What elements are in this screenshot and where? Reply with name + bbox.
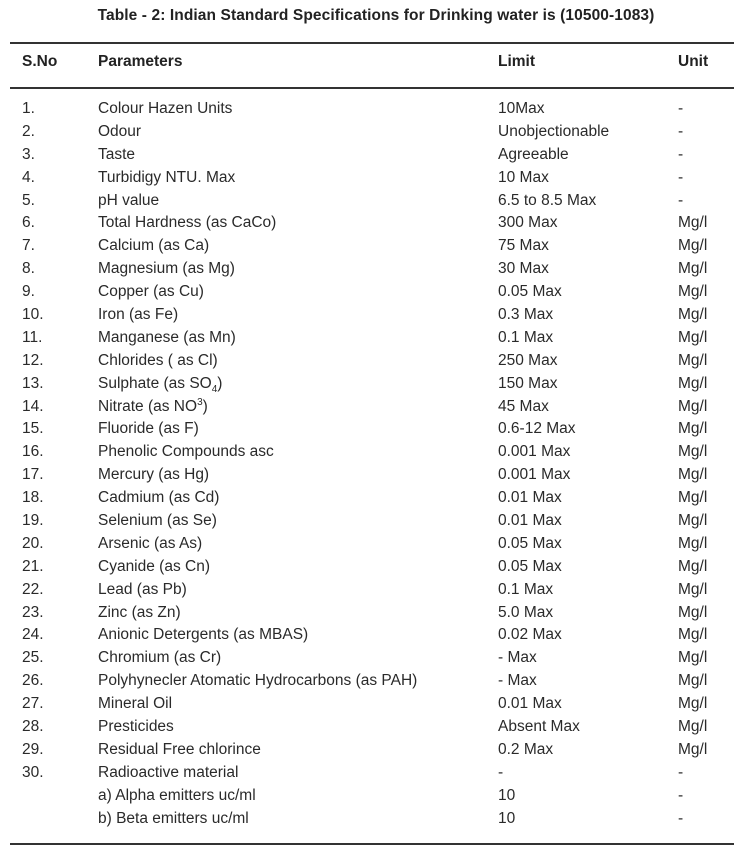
row-sno: 20. [22,534,44,552]
row-limit: 0.01 Max [498,695,562,713]
table-row [0,212,752,235]
row-parameter: Radioactive material [98,763,239,781]
header-limit: Limit [498,53,536,70]
row-parameter: Iron (as Fe) [98,306,179,324]
table-row [0,487,752,510]
row-unit: Mg/l [678,718,708,736]
table-title: Table - 2: Indian Standard Specifications for Drinking water is (10500-1083) [97,7,655,24]
table-row [0,304,752,327]
row-parameter: Odour [98,122,142,140]
row-sno: 10. [22,306,44,324]
row-parameter: Lead (as Pb) [98,580,187,598]
row-unit: - [678,786,684,804]
row-unit: Mg/l [678,489,708,507]
table-row [0,441,752,464]
row-limit: Unobjectionable [498,122,610,140]
row-limit: 0.3 Max [498,306,554,324]
table-row [0,167,752,190]
table-row [0,533,752,556]
row-parameter: Chromium (as Cr) [98,649,222,667]
table-row [0,785,752,808]
row-limit: 250 Max [498,351,558,369]
row-parameter: Cyanide (as Cn) [98,557,210,575]
row-unit: Mg/l [678,306,708,324]
row-parameter: Copper (as Cu) [98,283,204,301]
row-parameter: Fluoride (as F) [98,420,199,438]
table-row [0,396,752,419]
row-parameter [98,396,208,419]
row-limit: 0.05 Max [498,557,562,575]
row-sno: 2. [22,122,35,140]
table-row [0,418,752,441]
row-limit: 0.05 Max [498,283,562,301]
row-sno: 5. [22,191,35,209]
row-limit: 45 Max [498,397,549,415]
row-unit: Mg/l [678,260,708,278]
row-limit: 5.0 Max [498,603,554,621]
row-unit: Mg/l [678,626,708,644]
table-row [0,716,752,739]
table-row [0,373,752,396]
row-limit: 300 Max [498,214,558,232]
row-unit: Mg/l [678,328,708,346]
row-sno: 25. [22,649,44,667]
table-row [0,350,752,373]
row-limit: 0.02 Max [498,626,562,644]
row-sno: 3. [22,145,35,163]
parameter-text: Sulphate (as SO [98,374,212,392]
row-parameter: Magnesium (as Mg) [98,260,235,278]
row-sno: 14. [22,397,44,415]
row-unit: Mg/l [678,603,708,621]
bottom-rule [10,843,734,845]
row-sno: 26. [22,672,44,690]
table-row [0,98,752,121]
row-parameter: Mercury (as Hg) [98,466,210,484]
row-parameter: Total Hardness (as CaCo) [98,214,277,232]
row-sno: 19. [22,512,44,530]
row-parameter: Anionic Detergents (as MBAS) [98,626,309,644]
row-unit: Mg/l [678,397,708,415]
table-row [0,670,752,693]
table-row [0,579,752,602]
parameter-subscript: 4 [211,383,218,395]
row-sno: 9. [22,283,35,301]
row-limit: 0.2 Max [498,740,554,758]
row-limit: - Max [498,649,537,667]
table-row [0,144,752,167]
row-sno: 27. [22,695,44,713]
row-unit: Mg/l [678,534,708,552]
row-parameter: Colour Hazen Units [98,100,233,117]
row-limit: 0.6-12 Max [498,420,576,438]
row-parameter: Zinc (as Zn) [98,603,181,621]
row-sno: 8. [22,260,35,278]
header-parameters: Parameters [98,53,183,70]
row-parameter: Phenolic Compounds asc [98,443,274,461]
row-unit: Mg/l [678,512,708,530]
row-limit: 30 Max [498,260,549,278]
row-unit: Mg/l [678,649,708,667]
row-limit: 0.1 Max [498,580,554,598]
row-parameter: Turbidigy NTU. Max [98,168,236,186]
row-parameter: Polyhynecler Atomatic Hydrocarbons (as PAH) [98,672,418,690]
table-row [0,327,752,350]
header-rule [10,87,734,89]
row-unit: - [678,145,684,163]
row-unit: Mg/l [678,443,708,461]
table-row [0,121,752,144]
row-limit: 10 Max [498,168,549,186]
row-unit: - [678,763,684,781]
row-unit: Mg/l [678,420,708,438]
row-parameter [98,373,222,396]
row-sno: 16. [22,443,44,461]
table-row [0,258,752,281]
row-sno: 12. [22,351,44,369]
row-limit: Absent Max [498,718,580,736]
table-row [0,510,752,533]
row-limit: 0.01 Max [498,512,562,530]
row-sno: 4. [22,168,35,186]
row-unit: Mg/l [678,466,708,484]
row-parameter: Presticides [98,718,174,736]
row-limit: 10 [498,786,516,804]
row-sno: 1. [22,100,35,117]
row-unit: Mg/l [678,283,708,301]
row-limit: 0.1 Max [498,328,554,346]
row-unit: - [678,100,684,117]
row-limit: 0.001 Max [498,443,571,461]
parameter-superscript: 3 [197,396,203,408]
table-row [0,693,752,716]
table-row [0,647,752,670]
table-body [0,98,752,831]
row-unit: - [678,168,684,186]
table-row [0,281,752,304]
table-row [0,556,752,579]
parameter-text-end: ) [202,397,208,415]
table-row [0,808,752,831]
row-limit: 6.5 to 8.5 Max [498,191,597,209]
row-sno: 15. [22,420,44,438]
row-unit: Mg/l [678,374,708,392]
row-parameter: a) Alpha emitters uc/ml [98,786,256,804]
row-parameter: Arsenic (as As) [98,534,203,552]
row-parameter: Chlorides ( as Cl) [98,351,218,369]
row-limit: 150 Max [498,374,558,392]
row-parameter: Taste [98,145,136,163]
table-row [0,739,752,762]
row-sno: 28. [22,718,44,736]
row-unit: Mg/l [678,695,708,713]
row-limit: 0.001 Max [498,466,571,484]
top-rule [10,42,734,44]
row-sno: 11. [22,328,43,346]
table-row [0,762,752,785]
header-sno: S.No [22,53,58,70]
row-parameter: Manganese (as Mn) [98,328,236,346]
row-parameter: Cadmium (as Cd) [98,489,220,507]
row-sno: 22. [22,580,44,598]
row-parameter: Selenium (as Se) [98,512,217,530]
row-parameter: b) Beta emitters uc/ml [98,809,249,827]
row-unit: - [678,122,684,140]
row-sno: 13. [22,374,44,392]
row-sno: 17. [22,466,44,484]
row-sno: 6. [22,214,35,232]
header-unit: Unit [678,53,709,70]
table-row [0,624,752,647]
row-sno: 30. [22,763,44,781]
parameter-text-end: ) [217,374,223,392]
table-row [0,602,752,625]
row-parameter: Calcium (as Ca) [98,237,210,255]
row-parameter: pH value [98,191,160,209]
row-unit: Mg/l [678,237,708,255]
row-limit: 0.01 Max [498,489,562,507]
row-sno: 7. [22,237,35,255]
row-limit: 10 [498,809,516,827]
row-limit: Agreeable [498,145,569,163]
row-sno: 18. [22,489,44,507]
row-limit: 0.05 Max [498,534,562,552]
row-unit: Mg/l [678,557,708,575]
row-unit: Mg/l [678,672,708,690]
row-limit: - [498,763,504,781]
table-header [0,53,752,75]
row-sno: 24. [22,626,44,644]
parameter-text: Nitrate (as NO [98,397,198,415]
row-limit: 75 Max [498,237,549,255]
row-unit: - [678,191,684,209]
row-parameter: Residual Free chlorince [98,740,261,758]
row-unit: - [678,809,684,827]
row-limit: - Max [498,672,537,690]
row-unit: Mg/l [678,214,708,232]
row-sno: 21. [22,557,44,575]
row-unit: Mg/l [678,351,708,369]
row-sno: 29. [22,740,44,758]
table-row [0,235,752,258]
row-limit: 10Max [498,100,545,117]
row-parameter: Mineral Oil [98,695,173,713]
row-sno: 23. [22,603,44,621]
row-unit: Mg/l [678,740,708,758]
table-row [0,190,752,213]
row-unit: Mg/l [678,580,708,598]
table-row [0,464,752,487]
